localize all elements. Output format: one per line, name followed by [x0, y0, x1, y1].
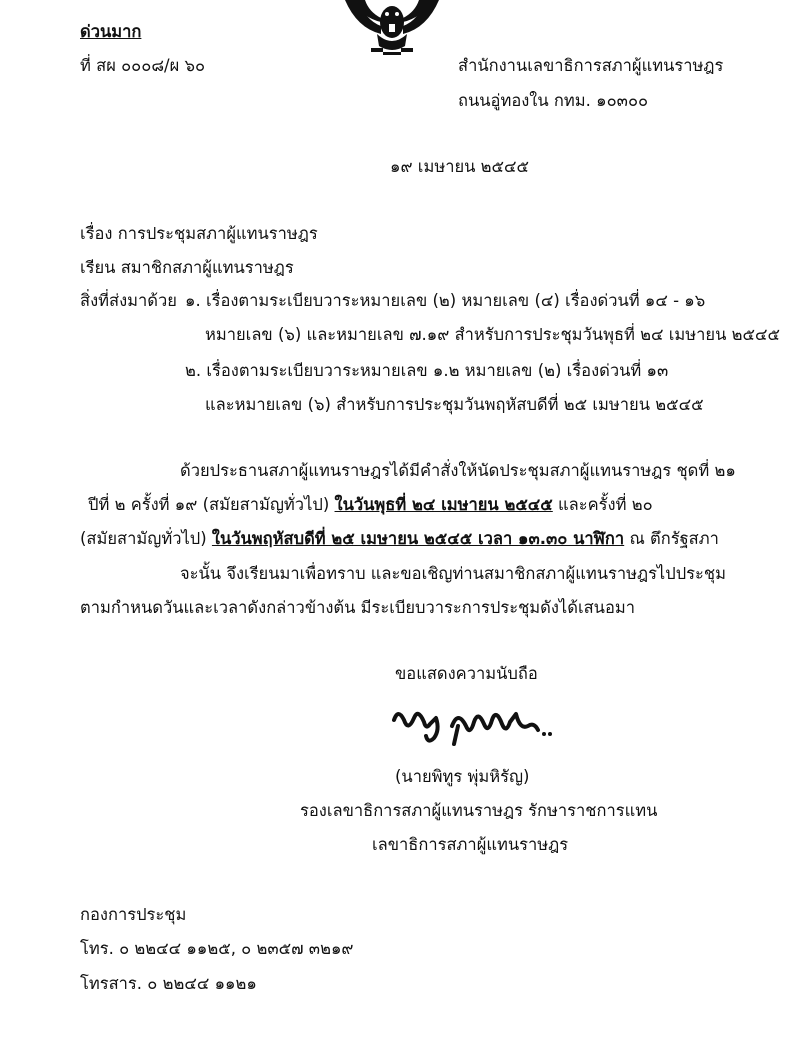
- subject-line: เรื่อง การประชุมสภาผู้แทนราษฎร: [80, 224, 318, 243]
- document-number: ที่ สผ ๐๐๐๘/ผ ๖๐: [80, 56, 206, 75]
- signatory-title-2: เลขาธิการสภาผู้แทนราษฎร: [372, 835, 569, 854]
- signature-icon: [388, 700, 558, 748]
- meeting-date-1: ในวันพุธที่ ๒๔ เมษายน ๒๕๔๕: [334, 495, 553, 514]
- enclosure-item-2: ๒. เรื่องตามระเบียบวาระหมายเลข ๑.๒ หมายเลข (๒) เรื่องด่วนที่ ๑๓: [185, 361, 669, 380]
- body-text: ณ ตึกรัฐสภา: [624, 529, 719, 548]
- body-text: (สมัยสามัญทั่วไป): [80, 529, 212, 548]
- recipient-line: เรียน สมาชิกสภาผู้แทนราษฎร: [80, 258, 294, 277]
- meeting-date-2: ในวันพฤหัสบดีที่ ๒๕ เมษายน ๒๕๔๕ เวลา ๑๓.๓๐ นาฬิกา: [211, 529, 625, 548]
- body-paragraph-2-line-1: จะนั้น จึงเรียนมาเพื่อทราบ และขอเชิญท่านสมาชิกสภาผู้แทนราษฎรไปประชุม: [180, 564, 726, 583]
- telephone-number: โทร. ๐ ๒๒๔๔ ๑๑๒๕, ๐ ๒๓๕๗ ๓๒๑๙: [80, 939, 354, 958]
- signatory-name: (นายพิทูร พุ่มหิรัญ): [395, 767, 530, 786]
- body-paragraph-1-line-2: [88, 494, 653, 516]
- office-address: ถนนอู่ทองใน กทม. ๑๐๓๐๐: [458, 91, 649, 110]
- signatory-title: รองเลขาธิการสภาผู้แทนราษฎร รักษาราชการแทน: [300, 801, 658, 820]
- enclosure-item-2-cont: และหมายเลข (๖) สำหรับการประชุมวันพฤหัสบดีที่ ๒๕ เมษายน ๒๕๔๕: [205, 395, 704, 414]
- department-name: กองการประชุม: [80, 905, 187, 924]
- office-name: สำนักงานเลขาธิการสภาผู้แทนราษฎร: [458, 56, 724, 75]
- document-date: ๑๙ เมษายน ๒๕๔๕: [390, 157, 529, 176]
- body-paragraph-1-line-3: [80, 528, 719, 550]
- enclosure-label: สิ่งที่ส่งมาด้วย: [80, 291, 177, 310]
- garuda-emblem-icon: [337, 0, 447, 58]
- enclosure-item-1: ๑. เรื่องตามระเบียบวาระหมายเลข (๒) หมายเลข (๔) เรื่องด่วนที่ ๑๔ - ๑๖: [185, 291, 706, 310]
- closing-regards: ขอแสดงความนับถือ: [395, 664, 538, 683]
- body-paragraph-1-line-1: ด้วยประธานสภาผู้แทนราษฎรได้มีคำสั่งให้นัดประชุมสภาผู้แทนราษฎร ชุดที่ ๒๑: [180, 461, 736, 480]
- fax-number: โทรสาร. ๐ ๒๒๔๔ ๑๑๒๑: [80, 974, 257, 993]
- urgency-label: ด่วนมาก: [80, 22, 142, 41]
- enclosure-item-1-cont: หมายเลข (๖) และหมายเลข ๗.๑๙ สำหรับการประชุมวันพุธที่ ๒๔ เมษายน ๒๕๔๕: [205, 325, 780, 344]
- body-paragraph-2-line-2: ตามกำหนดวันและเวลาดังกล่าวข้างต้น มีระเบียบวาระการประชุมดังได้เสนอมา: [80, 598, 635, 617]
- body-text: ปีที่ ๒ ครั้งที่ ๑๙ (สมัยสามัญทั่วไป): [88, 495, 335, 514]
- body-text: และครั้งที่ ๒๐: [552, 495, 653, 514]
